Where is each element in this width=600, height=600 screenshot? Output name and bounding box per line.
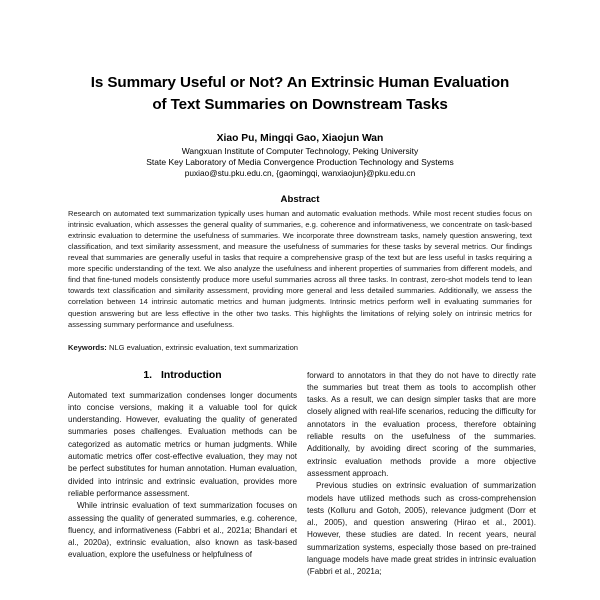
- title-line-2: of Text Summaries on Downstream Tasks: [152, 95, 448, 113]
- abstract-heading: Abstract: [280, 194, 320, 206]
- keywords-label: Keywords:: [68, 342, 107, 352]
- section-title: Introduction: [161, 369, 222, 381]
- left-column: [68, 370, 297, 579]
- section-number: 1.: [143, 369, 153, 381]
- paragraph: forward to annotators in that they do not have to directly rate the summaries but treat them as tools to accomplish other tasks. As a result, we can design simpler tasks that are more closely aligned with real-life scenarios, reducing the difficulty for annotators in the evaluation process, therefore obtaining reliable results on the usefulness of the summaries. Additionally, by avoiding direct scoring of the summaries, extrinsic evaluation methods provide a more objective assessment approach.: [307, 370, 536, 478]
- two-column-body: [68, 353, 536, 579]
- affiliation-line-2: State Key Laboratory of Media Convergence Production Technology and Systems: [146, 157, 454, 167]
- paragraph: Automated text summarization condenses longer documents into concise versions, making it a valuable tool for quick understanding. However, evaluating the quality of generated summaries poses challenges. Evaluation methods can be categorized as automatic metrics or human judgments. While automatic metrics offer cost-effective evaluation, they may not be perfect substitutes for human annotation. Human evaluation, divided into intrinsic and extrinsic evaluation, provides more reliable performance assessment.: [68, 390, 297, 498]
- author-list: Xiao Pu, Mingqi Gao, Xiaojun Wan: [216, 133, 384, 145]
- keywords-line: [68, 330, 532, 353]
- paragraph: While intrinsic evaluation of text summarization focuses on assessing the quality of generated summaries, e.g. coherence, fluency, and informativeness (Fabbri et al., 2021a; Bhandari et al., 2020a), extrinsic evaluation, also known as task-based evaluation, explore the usefulness or helpfulness of: [68, 501, 297, 560]
- paragraph: Previous studies on extrinsic evaluation of summarization models have utilized methods such as cross-comprehension tests (Kolluru and Gotoh, 2005), relevance judgment (Dorr et al., 2005), and question answering (Hirao et al., 2001). However, these studies are dated. In recent years, neural summarization systems, especially those based on pre-trained language models have made great strides in intrinsic evaluation (Fabbri et al., 2021a;: [307, 481, 536, 577]
- affiliation-line-1: Wangxuan Institute of Computer Technology, Peking University: [181, 145, 419, 156]
- abstract-text: Research on automated text summarization typically uses human and automatic evaluation methods. While most recent studies focus on intrinsic evaluation, which assesses the general quality of summaries, e.g. coherence and informativeness, we concentrate on task-based extrinsic evaluation to determine the usefulness of summaries. We incorporate three downstream tasks, namely question answering, text classification, and text similarity assessment, and measure the usefulness of summaries for these tasks by several metrics. Our findings reveal that summaries are generally useful in tasks that require a comprehensive grasp of the text but are less useful in tasks requiring a more specific understanding of the text. We also analyze the usefulness and inherent properties of summaries from different models, and find that fine-tuned models consistently produce more useful summaries across all three tasks. In contrast, zero-shot models tend to lean towards text classification and similarity assessment, providing more general and less detailed summaries. Additionally, we assess the correlation between 14 intrinsic automatic metrics and human judgments. Intrinsic metrics perform well in evaluating summaries for question answering but are less effective in the other two tasks. This highlights the limitations of relying solely on intrinsic metrics for assessing summary performance and usefulness.: [68, 209, 532, 329]
- author-emails: puxiao@stu.pku.edu.cn, {gaomingqi, wanxiaojun}@pku.edu.cn: [184, 168, 416, 179]
- right-column: [307, 370, 536, 579]
- keywords-value: NLG evaluation, extrinsic evaluation, text summarization: [106, 342, 299, 352]
- title-line-1: Is Summary Useful or Not? An Extrinsic Human Evaluation: [90, 74, 510, 91]
- page-title: [68, 0, 532, 115]
- section-heading-introduction: [68, 370, 297, 390]
